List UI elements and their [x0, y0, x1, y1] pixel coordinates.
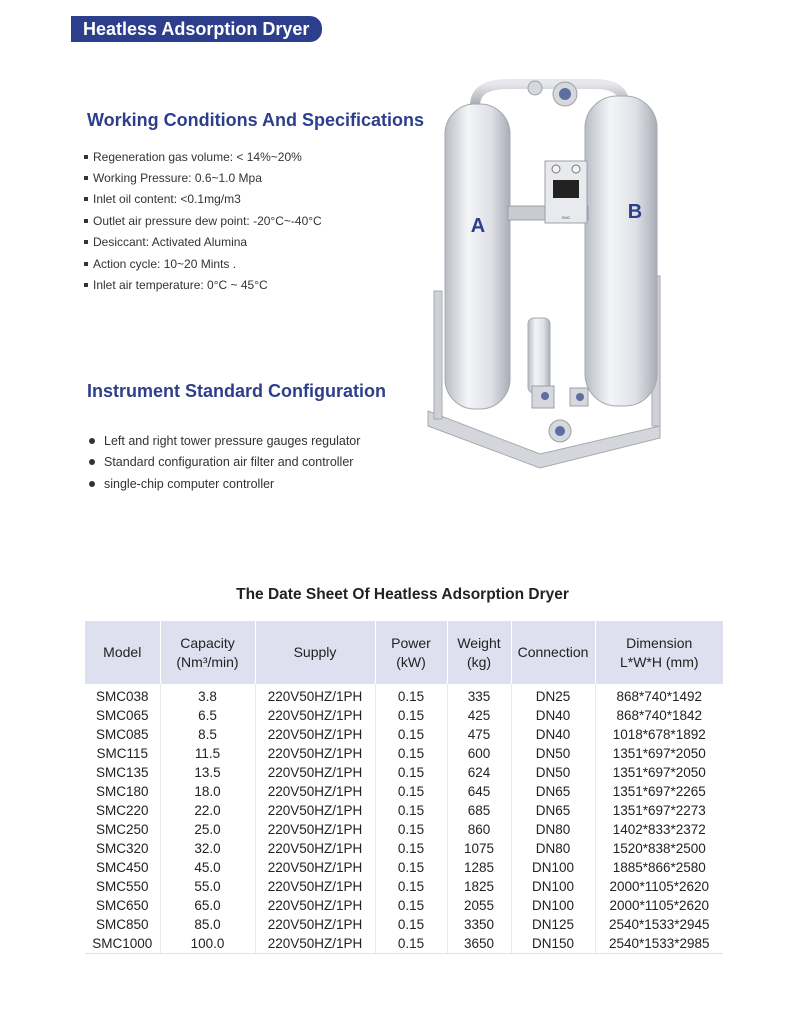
bullet-square-icon	[84, 176, 88, 180]
table-cell: DN125	[511, 915, 595, 934]
table-cell: DN40	[511, 706, 595, 725]
column-header: Power (kW)	[375, 621, 447, 684]
list-item: Standard configuration air filter and controller	[89, 452, 360, 474]
table-cell: SMC1000	[85, 934, 160, 954]
table-cell: SMC085	[85, 725, 160, 744]
column-header: Capacity (Nm³/min)	[160, 621, 255, 684]
table-cell: 220V50HZ/1PH	[255, 801, 375, 820]
dryer-product-image	[420, 66, 665, 486]
table-cell: SMC220	[85, 801, 160, 820]
table-cell: 0.15	[375, 801, 447, 820]
table-cell: DN50	[511, 744, 595, 763]
table-cell: 0.15	[375, 782, 447, 801]
table-cell: 1351*697*2050	[612, 746, 706, 761]
table-cell: 1825	[447, 877, 511, 896]
table-cell: 2540*1533*2985	[595, 934, 723, 954]
table-cell: 0.15	[375, 896, 447, 915]
table-cell: 624	[447, 763, 511, 782]
table-cell: 3.8	[160, 684, 255, 706]
table-cell: DN80	[511, 820, 595, 839]
table-cell: 3350	[447, 915, 511, 934]
table-cell: 335	[447, 684, 511, 706]
table-row	[85, 744, 723, 763]
page-title: Heatless Adsorption Dryer	[71, 16, 322, 42]
conditions-heading: Working Conditions And Specifications	[87, 110, 425, 130]
list-item: Action cycle: 10~20 Mints .	[84, 253, 322, 274]
table-cell: 18.0	[160, 782, 255, 801]
table-cell: DN100	[511, 896, 595, 915]
table-row	[85, 820, 723, 839]
table-cell: DN25	[511, 684, 595, 706]
table-cell: 0.15	[375, 706, 447, 725]
list-item: Inlet air temperature: 0°C ~ 45°C	[84, 274, 322, 295]
table-cell: 8.5	[160, 725, 255, 744]
list-item: Inlet oil content: <0.1mg/m3	[84, 189, 322, 210]
table-cell: 0.15	[375, 915, 447, 934]
table-cell: 1351*697*2050	[612, 765, 706, 780]
tower-b	[585, 96, 657, 406]
column-header: Supply	[255, 621, 375, 684]
table-cell: 220V50HZ/1PH	[255, 684, 375, 706]
table-cell: 1885*866*2580	[612, 860, 706, 875]
table-cell: SMC450	[85, 858, 160, 877]
controller-label: SMC	[561, 215, 571, 220]
column-header: Weight (kg)	[447, 621, 511, 684]
table-row	[85, 858, 723, 877]
table-cell: 0.15	[375, 839, 447, 858]
frame-post	[434, 291, 442, 419]
bullet-dot-icon	[89, 459, 95, 465]
table-cell: 1402*833*2372	[612, 822, 706, 837]
list-item: Regeneration gas volume: < 14%~20%	[84, 146, 322, 167]
table-cell: 685	[447, 801, 511, 820]
table-cell: DN100	[511, 877, 595, 896]
table-cell: 0.15	[375, 877, 447, 896]
table-cell: 0.15	[375, 744, 447, 763]
table-cell: DN80	[511, 839, 595, 858]
table-row	[85, 763, 723, 782]
column-header: Connection	[511, 621, 595, 684]
table-header-row	[85, 621, 723, 684]
table-row	[85, 725, 723, 744]
table-cell: DN100	[511, 858, 595, 877]
valve-port	[555, 426, 565, 436]
table-cell: 868*740*1492	[616, 689, 703, 704]
table-cell: 3650	[447, 934, 511, 954]
table-cell: 425	[447, 706, 511, 725]
table-row	[85, 877, 723, 896]
table-cell: 1351*697*2273	[612, 803, 706, 818]
air-filter	[528, 318, 550, 393]
datasheet-title: The Date Sheet Of Heatless Adsorption Dryer	[236, 586, 569, 603]
table-cell: SMC180	[85, 782, 160, 801]
table-cell: 868*740*1842	[616, 708, 703, 723]
table-cell: 0.15	[375, 725, 447, 744]
table-cell: 1075	[447, 839, 511, 858]
table-cell: 1018*678*1892	[612, 727, 706, 742]
controller-display	[553, 180, 579, 198]
table-cell: DN65	[511, 801, 595, 820]
list-item: single-chip computer controller	[89, 473, 360, 495]
table-cell: DN50	[511, 763, 595, 782]
configuration-heading: Instrument Standard Configuration	[87, 381, 386, 401]
table-cell: SMC115	[85, 744, 160, 763]
table-row	[85, 801, 723, 820]
table-cell: 65.0	[160, 896, 255, 915]
table-cell: SMC065	[85, 706, 160, 725]
list-item: Desiccant: Activated Alumina	[84, 232, 322, 253]
pressure-gauge-icon	[572, 165, 580, 173]
column-header: Model	[85, 621, 160, 684]
table-cell: 2540*1533*2945	[608, 917, 710, 932]
table-cell: 100.0	[160, 934, 255, 954]
configuration-list	[89, 430, 360, 495]
table-cell: 600	[447, 744, 511, 763]
table-row	[85, 934, 723, 954]
table-cell: SMC135	[85, 763, 160, 782]
tower-a	[445, 104, 510, 409]
table-cell: 2000*1105*2620	[609, 879, 710, 894]
solenoid-icon	[541, 392, 549, 400]
list-item: Working Pressure: 0.6~1.0 Mpa	[84, 167, 322, 188]
table-cell: 220V50HZ/1PH	[255, 725, 375, 744]
bullet-square-icon	[84, 155, 88, 159]
table-row	[85, 706, 723, 725]
solenoid-icon	[576, 393, 584, 401]
table-cell: 0.15	[375, 820, 447, 839]
table-cell: 85.0	[160, 915, 255, 934]
table-row	[85, 684, 723, 706]
bullet-dot-icon	[89, 481, 95, 487]
bullet-square-icon	[84, 240, 88, 244]
bullet-square-icon	[84, 283, 88, 287]
bullet-square-icon	[84, 262, 88, 266]
table-cell: SMC550	[85, 877, 160, 896]
table-cell: 2000*1105*2620	[609, 898, 710, 913]
table-cell: 11.5	[160, 744, 255, 763]
table-cell: 45.0	[160, 858, 255, 877]
tower-a-label: A	[470, 215, 486, 237]
table-cell: 220V50HZ/1PH	[255, 820, 375, 839]
table-cell: 475	[447, 725, 511, 744]
table-cell: 220V50HZ/1PH	[255, 706, 375, 725]
table-cell: SMC850	[85, 915, 160, 934]
bullet-square-icon	[84, 219, 88, 223]
bullet-square-icon	[84, 197, 88, 201]
table-cell: 6.5	[160, 706, 255, 725]
table-cell: 220V50HZ/1PH	[255, 915, 375, 934]
table-cell: 55.0	[160, 877, 255, 896]
table-row	[85, 839, 723, 858]
table-cell: SMC650	[85, 896, 160, 915]
table-cell: SMC038	[85, 684, 160, 706]
table-cell: 0.15	[375, 684, 447, 706]
table-cell: 220V50HZ/1PH	[255, 763, 375, 782]
table-cell: 0.15	[375, 934, 447, 954]
table-cell: SMC320	[85, 839, 160, 858]
table-row	[85, 782, 723, 801]
table-cell: 860	[447, 820, 511, 839]
valve-port	[559, 88, 571, 100]
table-cell: DN65	[511, 782, 595, 801]
table-cell: 220V50HZ/1PH	[255, 858, 375, 877]
tower-b-label: B	[627, 201, 643, 223]
top-valve	[528, 81, 542, 95]
bullet-dot-icon	[89, 438, 95, 444]
table-cell: 22.0	[160, 801, 255, 820]
table-cell: 13.5	[160, 763, 255, 782]
datasheet-table	[85, 621, 723, 954]
table-cell: 220V50HZ/1PH	[255, 877, 375, 896]
table-cell: SMC250	[85, 820, 160, 839]
table-cell: 645	[447, 782, 511, 801]
base-frame	[428, 411, 660, 468]
conditions-list	[84, 146, 322, 296]
table-cell: 32.0	[160, 839, 255, 858]
column-header: Dimension L*W*H (mm)	[595, 621, 723, 684]
table-row	[85, 896, 723, 915]
pressure-gauge-icon	[552, 165, 560, 173]
table-cell: 1520*838*2500	[612, 841, 706, 856]
table-cell: 220V50HZ/1PH	[255, 839, 375, 858]
table-cell: 220V50HZ/1PH	[255, 782, 375, 801]
table-cell: 0.15	[375, 763, 447, 782]
list-item: Outlet air pressure dew point: -20°C~-40°C	[84, 210, 322, 231]
table-cell: DN150	[511, 934, 595, 954]
table-cell: 220V50HZ/1PH	[255, 934, 375, 954]
table-cell: DN40	[511, 725, 595, 744]
table-cell: 220V50HZ/1PH	[255, 896, 375, 915]
table-cell: 220V50HZ/1PH	[255, 744, 375, 763]
table-row	[85, 915, 723, 934]
table-cell: 2055	[447, 896, 511, 915]
table-cell: 25.0	[160, 820, 255, 839]
table-cell: 0.15	[375, 858, 447, 877]
list-item: Left and right tower pressure gauges regulator	[89, 430, 360, 452]
table-cell: 1285	[447, 858, 511, 877]
table-cell: 1351*697*2265	[612, 784, 706, 799]
